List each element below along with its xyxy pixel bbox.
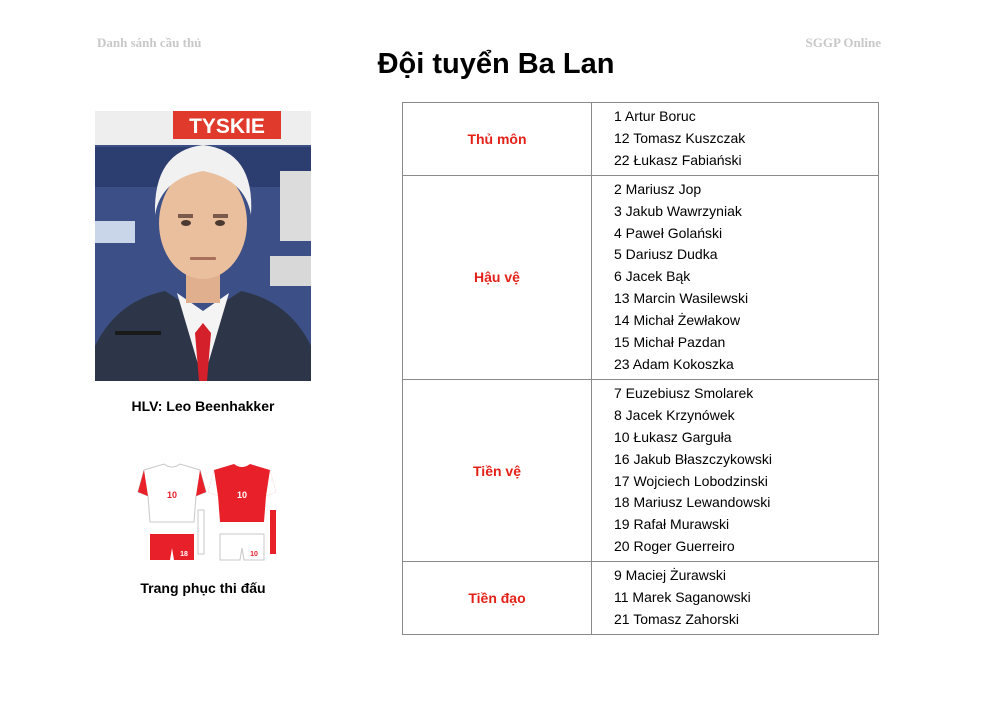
position-label: Tiền đạo: [403, 562, 592, 635]
position-row: [403, 379, 879, 561]
player-item: 6 Jacek Bąk: [614, 268, 691, 285]
player-item: 13 Marcin Wasilewski: [614, 290, 749, 307]
position-row: [403, 175, 879, 379]
player-item: 17 Wojciech Lobodzinski: [614, 472, 768, 489]
shirt-number-red: 10: [236, 490, 248, 500]
player-item: 20 Roger Guerreiro: [614, 538, 735, 555]
position-label: Tiền vệ: [403, 379, 592, 561]
player-item: 23 Adam Kokoszka: [614, 355, 734, 372]
player-item: 16 Jakub Błaszczykowski: [614, 450, 772, 467]
player-list: [592, 103, 879, 176]
shorts-number-right: 10: [250, 551, 258, 558]
player-list: [592, 562, 879, 635]
player-list: [592, 379, 879, 561]
banner-text: TYSKIE: [189, 115, 265, 138]
player-list: [592, 175, 879, 379]
player-item: 1 Artur Boruc: [614, 108, 696, 124]
player-item: 5 Dariusz Dudka: [614, 246, 718, 263]
squad-table: [402, 102, 879, 635]
coach-photo: [95, 111, 311, 381]
player-item: 18 Mariusz Lewandowski: [614, 494, 771, 511]
position-row: [403, 562, 879, 635]
header-right: SGGP Online: [805, 35, 881, 50]
player-item: 11 Marek Saganowski: [614, 589, 751, 606]
player-item: 2 Mariusz Jop: [614, 180, 702, 197]
player-item: 10 Łukasz Garguła: [614, 428, 732, 445]
player-item: 14 Michał Żewłakow: [614, 312, 741, 329]
player-item: 4 Paweł Golański: [614, 224, 723, 241]
player-item: 7 Euzebiusz Smolarek: [614, 384, 754, 401]
player-item: 15 Michał Pazdan: [614, 334, 726, 351]
player-item: 19 Rafał Murawski: [614, 516, 730, 533]
player-item: 9 Maciej Żurawski: [614, 567, 727, 584]
page-title: Đội tuyển Ba Lan: [377, 48, 615, 80]
shorts-number-left: 18: [180, 551, 188, 558]
shirt-number: 10: [166, 490, 178, 500]
position-label: Thủ môn: [403, 103, 592, 176]
squad-table-body: [403, 103, 879, 635]
player-item: 22 Łukasz Fabiański: [614, 151, 742, 168]
player-item: 12 Tomasz Kuszczak: [614, 129, 746, 146]
position-label: Hậu vệ: [403, 175, 592, 379]
position-row: [403, 103, 879, 176]
kit-label: Trang phục thi đấu: [140, 580, 266, 596]
coach-label: HLV: Leo Beenhakker: [131, 398, 275, 414]
player-item: 3 Jakub Wawrzyniak: [614, 202, 742, 219]
kit-illustration: [130, 462, 280, 572]
player-item: 21 Tomasz Zahorski: [614, 610, 740, 627]
player-item: 8 Jacek Krzynówek: [614, 406, 735, 423]
header-left: Danh sánh cầu thủ: [97, 35, 202, 50]
